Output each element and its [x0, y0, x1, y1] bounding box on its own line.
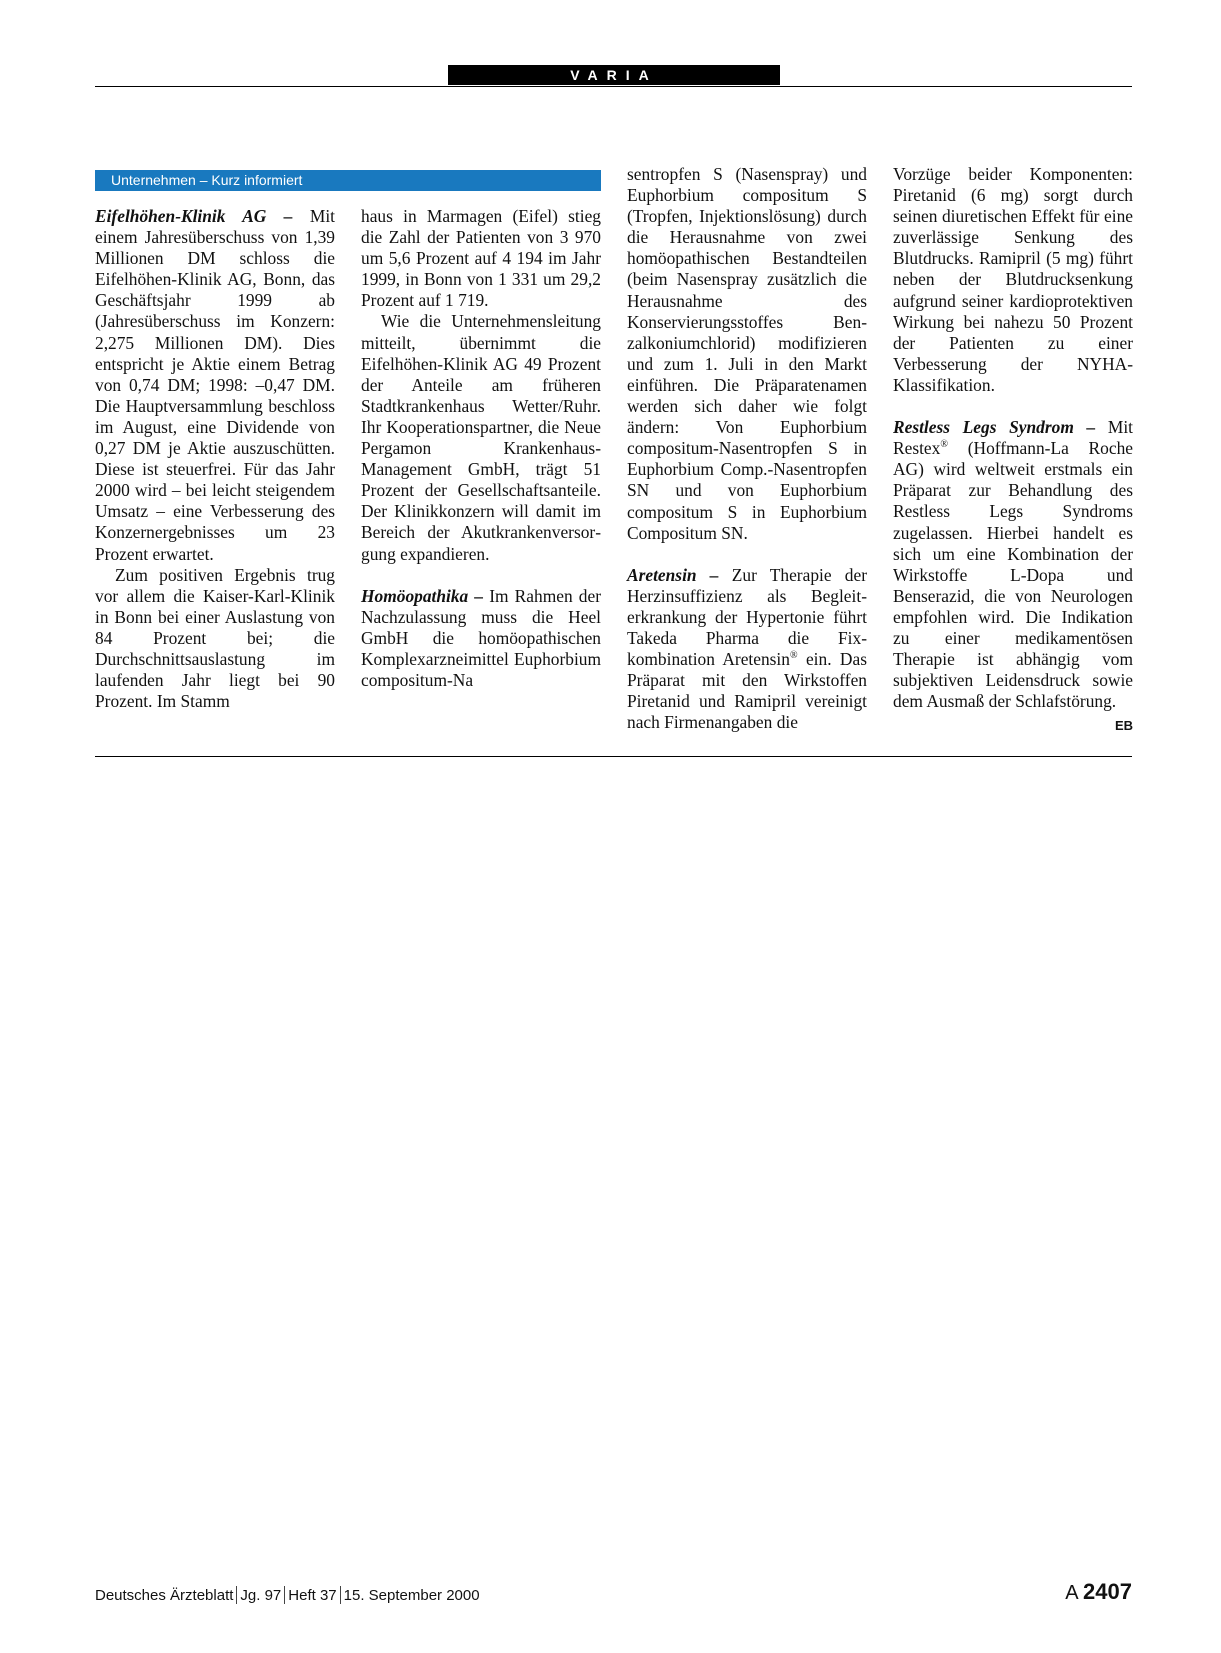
item-lead: Aretensin – [627, 564, 719, 585]
page-number-value: 2407 [1083, 1579, 1132, 1604]
header-rule [95, 86, 1132, 87]
volume: Jg. 97 [240, 1587, 282, 1604]
paragraph-text: Zur Therapie der Herzinsuffizienz als Begleiterkrankung der Hypertonie führt Takeda Pharma die Fixkombination Aretensin [627, 564, 868, 670]
paragraph: haus in Marmagen (Eifel) stieg die Zahl der Patienten von 3 970 um 5,6 Prozent auf 4 194 im Jahr 1999, in Bonn von 1 331 um 29,2 Prozent auf 1 719. [361, 206, 601, 311]
paragraph-text: Mit einem Jahresüberschuss von 1,39 Millionen DM schloss die Eifelhöhen-Klinik AG, Bonn, das Geschäftsjahr 1999 ab (Jahresüberschuss im Konzern: 2,275 Millionen DM). Dies entspricht je Aktie einem Betrag von 0,74 DM; 1998: –0,47 DM. Die Hauptversammlung beschloss im August, eine Dividende von 0,27 DM je Aktie auszuschütten. Diese ist steuerfrei. Für das Jahr 2000 wird – bei leicht steigendem Umsatz – eine Verbesserung des Konzernergebnisses um 23 Prozent erwartet. [95, 206, 335, 564]
column-2 [361, 206, 601, 691]
paragraph-text: Im Rahmen der Nachzulassung muss die Heel GmbH die homöopathischen Komplexarzneimittel Euphorbium compositum-Na [361, 585, 601, 690]
author-initials: EB [1114, 718, 1133, 734]
paragraph: sentropfen S (Nasenspray) und Euphorbium compositum S (Tropfen, Injektionslösung) durch die Herausnahme von zwei homöopathischen Bestandteilen (beim Nasenspray zusätzlich die Herausnahme des Konservierungsstoffes Benzalkoniumchlorid) modifizieren und zum 1. Juli in den Markt einführen. Die Präparatenamen werden sich daher wie folgt ändern: Von Euphorbium compositum-Nasentropfen S in Euphorbium Comp.-Nasentropfen SN und von Euphorbium compositum S in Euphorbium Compositum SN. [627, 164, 867, 543]
journal-name: Deutsches Ärzteblatt [95, 1587, 234, 1604]
paragraph-text: ein. Das Präparat mit den Wirkstoffen Piretanid und Ramipril vereinigt nach Firmenangaben die [627, 649, 867, 733]
item-lead: Homöopathika – [361, 585, 484, 606]
item-lead: Eifelhöhen-Klinik AG – [95, 206, 293, 226]
separator [236, 1586, 237, 1604]
paragraph-text: Mit Restex [893, 417, 1133, 459]
paragraph [361, 586, 601, 691]
page-number [1065, 1579, 1132, 1605]
paragraph [95, 206, 335, 565]
column-3 [627, 164, 867, 733]
issue-date: 15. September 2000 [343, 1587, 480, 1604]
separator [340, 1586, 341, 1604]
column-4 [893, 164, 1133, 736]
paragraph: Zum positiven Ergebnis trug vor allem die Kaiser-Karl-Klinik in Bonn bei einer Auslastung von 84 Prozent bei; die Durchschnittsauslastung im laufenden Jahr liegt bei 90 Prozent. Im Stamm [95, 564, 335, 712]
kicker-bar: Unternehmen – Kurz informiert [95, 170, 601, 191]
footer [95, 1586, 480, 1604]
paragraph [893, 417, 1133, 734]
paragraph: Vorzüge beider Komponenten: Piretanid (6 mg) sorgt durch seinen diuretischen Effekt für eine zuverlässige Senkung des Blutdrucks. Ramipril (5 mg) führt neben der Blutdrucksenkung aufgrund seiner kardioprotektiven Wirkung bei nahezu 50 Prozent der Patienten zu einer Verbesserung der NYHA-Klassifikation. [893, 164, 1133, 395]
page-prefix: A [1065, 1582, 1079, 1604]
registered-mark: ® [940, 439, 948, 451]
registered-mark: ® [789, 650, 798, 662]
section-tag: VARIA [448, 65, 780, 85]
separator [284, 1586, 285, 1604]
item-lead: Restless Legs Syndrom – [893, 417, 1096, 438]
paragraph [627, 565, 867, 734]
paragraph-text: (Hoffmann-La Roche AG) wird weltweit erstmals ein Präparat zur Behandlung des Restless Legs Syndroms zugelassen. Hierbei handelt es sich um eine Kombination der Wirkstoffe L-Dopa und Benserazid, die von Neurologen empfohlen wird. Die Indikation zu einer medikamentösen Therapie ist abhängig vom subjektiven Leidensdruck sowie dem Ausmaß der Schlafstörung. [893, 438, 1133, 712]
issue: Heft 37 [288, 1587, 337, 1604]
paragraph: Wie die Unternehmensleitung mitteilt, übernimmt die Eifelhöhen-Klinik AG 49 Prozent der Anteile am früheren Stadtkrankenhaus Wetter/Ruhr. Ihr Kooperationspartner, die Neue Pergamon Krankenhaus-Management GmbH, trägt 51 Prozent der Gesellschaftsanteile. Der Klinikkonzern will damit im Bereich der Akutkrankenversorgung expandieren. [361, 311, 601, 564]
footer-rule [95, 756, 1132, 757]
column-1 [95, 206, 335, 712]
